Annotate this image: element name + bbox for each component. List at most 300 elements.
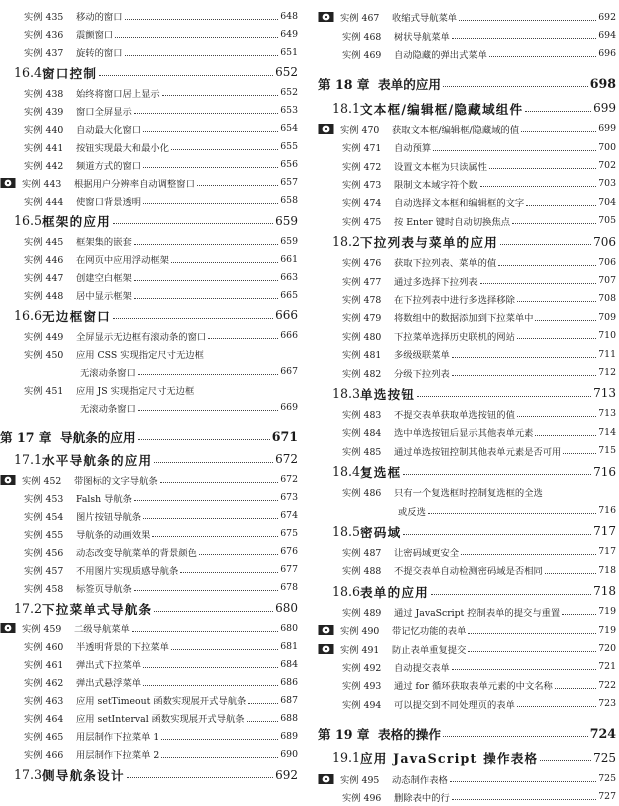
entry-title: 复选框 (360, 465, 402, 480)
dot-leader (517, 338, 596, 339)
dot-leader (545, 573, 596, 574)
toc-entry (318, 543, 616, 561)
toc-entry (0, 619, 298, 637)
dot-leader (199, 554, 278, 555)
entry-title: 表单的应用 (378, 77, 441, 93)
entry-title: 自动最大化窗口 (76, 124, 142, 136)
page-number: 671 (271, 428, 298, 444)
entry-number: 实例 489 (342, 607, 382, 619)
toc-entry (0, 637, 298, 655)
entry-number: 实例 435 (24, 12, 64, 23)
page-number: 681 (280, 640, 298, 652)
entry-title: 动态改变导航菜单的背景颜色 (76, 547, 197, 559)
toc-entry (0, 579, 298, 597)
dot-leader (113, 318, 273, 319)
page-number: 717 (593, 524, 616, 539)
dot-leader (115, 37, 278, 38)
entry-continuation (0, 399, 298, 417)
section-heading (318, 520, 616, 543)
toc-entry (0, 561, 298, 579)
entry-title: 应用 JS 实现指定尺寸无边框 (76, 385, 195, 397)
entry-title: 或反选 (398, 506, 426, 518)
dot-leader (428, 513, 596, 514)
entry-number: 实例 447 (24, 273, 64, 285)
dot-leader (535, 435, 596, 436)
entry-number: 实例 495 (340, 774, 380, 786)
dot-leader (143, 685, 278, 686)
toc-entry (0, 673, 298, 691)
entry-title: 水平导航条的应用 (42, 452, 153, 468)
dot-leader (197, 185, 278, 186)
entry-title: 居中显示框架 (76, 291, 132, 303)
page-number: 665 (280, 289, 298, 301)
entry-title: 使窗口背景透明 (76, 196, 142, 208)
dot-leader (535, 320, 596, 321)
page-number: 713 (593, 386, 616, 401)
section-heading (0, 61, 298, 84)
entry-title: 不提交表单自动检测密码域是否相同 (394, 566, 543, 578)
entry-title: 图片按钮导航条 (76, 511, 142, 523)
page-number: 680 (280, 622, 298, 634)
dot-leader (500, 244, 591, 245)
entry-continuation (318, 501, 616, 519)
page-number: 667 (280, 366, 298, 378)
page-number: 696 (598, 48, 616, 60)
page-number: 714 (598, 426, 616, 438)
cd-icon (318, 773, 334, 785)
dot-leader (143, 203, 278, 204)
page-number: 674 (280, 510, 298, 522)
entry-title: 带记忆功能的表单 (392, 626, 467, 638)
entry-title: 在网页中应用浮动框架 (76, 255, 169, 267)
page-number: 666 (275, 308, 298, 323)
dot-leader (171, 149, 278, 150)
entry-title: 旋转的窗口 (76, 48, 123, 59)
page-number: 661 (280, 253, 298, 265)
dot-leader (138, 374, 278, 375)
page-number: 692 (275, 767, 298, 782)
toc-entry (0, 507, 298, 525)
page-number: 659 (275, 213, 298, 228)
entry-continuation (0, 363, 298, 381)
entry-title: 将数组中的数据添加到下拉菜单中 (394, 313, 534, 325)
entry-number: 18.3 (332, 385, 361, 401)
page-number: 715 (598, 445, 616, 457)
entry-number: 实例 474 (342, 198, 382, 210)
entry-title: 用层制作下拉菜单 2 (76, 750, 160, 762)
entry-number: 18.4 (332, 464, 361, 479)
dot-leader (517, 416, 596, 417)
dot-leader (433, 150, 596, 151)
toc-entry (0, 232, 298, 250)
entry-title: 设置文本框为只读属性 (394, 161, 487, 173)
page-number: 653 (280, 105, 298, 117)
entry-number: 实例 488 (342, 566, 382, 578)
page-number: 663 (280, 271, 298, 283)
toc-entry (318, 120, 616, 138)
dot-leader (143, 131, 278, 132)
entry-title: 按 Enter 键时自动切换焦点 (394, 216, 511, 228)
toc-entry (0, 655, 298, 673)
page-number: 702 (598, 160, 616, 172)
section-heading (318, 382, 616, 405)
entry-number: 实例 471 (342, 143, 382, 155)
toc-entry (0, 745, 298, 763)
page-number: 657 (280, 177, 298, 189)
dot-leader (540, 760, 591, 761)
entry-title: 自动隐藏的弹出式菜单 (394, 49, 487, 61)
entry-number: 实例 482 (342, 368, 382, 380)
page-number: 709 (598, 311, 616, 323)
dot-leader (162, 95, 279, 96)
entry-number: 实例 460 (24, 642, 64, 654)
page-number: 694 (598, 30, 616, 42)
entry-title: 让密码域更安全 (394, 547, 460, 559)
toc-entry (0, 174, 298, 192)
dot-leader (113, 223, 273, 224)
toc-entry (0, 156, 298, 174)
entry-title: 二级导航菜单 (74, 624, 130, 636)
page-number: 712 (598, 367, 616, 379)
dot-leader (431, 594, 591, 595)
toc-entry (318, 138, 616, 156)
toc-entry (318, 769, 616, 787)
page-number: 721 (598, 661, 616, 673)
dot-leader (134, 280, 278, 281)
entry-number: 实例 490 (340, 626, 380, 638)
dot-leader (143, 518, 278, 519)
entry-number: 18.1 (332, 100, 361, 116)
dot-leader (99, 75, 273, 76)
page-number: 675 (280, 528, 298, 540)
entry-title: 表单的应用 (360, 584, 429, 600)
entry-number: 实例 470 (340, 124, 380, 136)
page-number: 725 (598, 773, 616, 785)
page-number: 725 (593, 750, 616, 765)
entry-title: 框架集的嵌套 (76, 237, 132, 249)
entry-number: 18.5 (332, 523, 361, 539)
entry-number: 16.6 (14, 307, 43, 323)
entry-title: 窗口全屏显示 (76, 106, 132, 118)
entry-title: 分级下拉列表 (394, 368, 450, 380)
page-number: 651 (280, 46, 298, 58)
entry-title: 不提交表单获取单选按钮的值 (394, 409, 515, 421)
entry-number: 实例 446 (24, 255, 64, 267)
toc-entry (318, 603, 616, 621)
entry-title: 通过单选按钮控制其他表单元素是否可用 (394, 446, 562, 458)
toc-entry (318, 363, 616, 381)
toc-entry (318, 483, 616, 501)
entry-number: 实例 494 (342, 699, 382, 711)
entry-number: 19.1 (332, 750, 361, 766)
dot-leader (525, 111, 591, 112)
toc-entry (0, 525, 298, 543)
dot-leader (134, 244, 278, 245)
entry-number: 实例 438 (24, 88, 64, 100)
page-number: 716 (593, 464, 616, 479)
section-heading (318, 580, 616, 603)
dot-leader (417, 396, 591, 397)
toc-entry (318, 308, 616, 326)
dot-leader (450, 781, 596, 782)
toc-entry (318, 156, 616, 174)
page-number: 716 (598, 505, 616, 517)
toc-entry (318, 8, 616, 26)
entry-title: 动态制作表格 (392, 774, 448, 786)
toc-entry (318, 561, 616, 579)
dot-leader (143, 167, 278, 168)
dot-leader (161, 757, 278, 758)
toc-entry (318, 423, 616, 441)
toc-entry (0, 543, 298, 561)
entry-number: 实例 456 (24, 547, 64, 559)
page-number: 654 (280, 123, 298, 135)
entry-number: 实例 477 (342, 276, 382, 288)
section-heading (0, 448, 298, 471)
dot-leader (171, 262, 278, 263)
toc-entry (318, 253, 616, 271)
toc-entry (318, 405, 616, 423)
entry-title: 选中单选按钮后显示其他表单元素 (394, 428, 534, 440)
entry-number: 实例 484 (342, 428, 382, 440)
entry-number: 实例 472 (342, 161, 382, 173)
toc-entry (318, 327, 616, 345)
entry-title: 不用图片实现质感导航条 (76, 565, 179, 577)
entry-number: 17.1 (14, 451, 43, 467)
page-number: 672 (275, 452, 298, 467)
entry-number: 实例 454 (24, 511, 64, 523)
entry-number: 实例 486 (342, 488, 382, 500)
dot-leader (452, 375, 596, 376)
page-number: 658 (280, 195, 298, 207)
cd-icon (318, 11, 334, 23)
page-number: 652 (280, 87, 298, 99)
page-number: 723 (598, 698, 616, 710)
entry-title: 频道方式的窗口 (76, 160, 142, 172)
entry-number: 实例 483 (342, 409, 382, 421)
entry-number: 实例 496 (342, 792, 382, 804)
entry-number: 实例 463 (24, 696, 64, 708)
toc-entry (0, 192, 298, 210)
page-number: 669 (280, 402, 298, 414)
page-number: 707 (598, 275, 616, 287)
dot-leader (154, 611, 273, 612)
page-number: 652 (275, 65, 298, 80)
page-number: 724 (589, 726, 616, 742)
entry-number: 实例 443 (22, 178, 62, 190)
dot-leader (562, 614, 596, 615)
dot-leader (452, 669, 596, 670)
dot-leader (171, 649, 278, 650)
toc-entry (0, 138, 298, 156)
entry-title: 收缩式导航菜单 (392, 13, 458, 25)
entry-title: 应用 setInterval 函数实现展开式导航条 (76, 714, 245, 726)
toc-entry (0, 727, 298, 745)
entry-title: 创建空白框架 (76, 273, 132, 285)
dot-leader (443, 736, 588, 737)
dot-leader (160, 482, 279, 483)
entry-title: 窗口控制 (42, 65, 98, 81)
entry-number: 实例 493 (342, 681, 382, 693)
entry-number: 实例 461 (24, 660, 64, 672)
entry-number: 实例 478 (342, 294, 382, 306)
dot-leader (555, 688, 596, 689)
dot-leader (468, 633, 596, 634)
toc-entry (0, 489, 298, 507)
toc-entry (0, 250, 298, 268)
dot-leader (134, 113, 278, 114)
toc-entry (0, 102, 298, 120)
entry-title: 获取文本框/编辑框/隐藏域的值 (392, 124, 520, 136)
dot-leader (143, 667, 278, 668)
cd-icon (318, 624, 334, 636)
page-number: 676 (280, 546, 298, 558)
entry-number: 实例 487 (342, 547, 382, 559)
page-number: 689 (280, 730, 298, 742)
entry-number: 实例 468 (342, 31, 382, 43)
toc-entry (318, 442, 616, 460)
page-number: 680 (275, 601, 298, 616)
entry-number: 实例 457 (24, 565, 64, 577)
entry-number: 实例 448 (24, 291, 64, 303)
entry-number: 实例 464 (24, 714, 64, 726)
dot-leader (526, 205, 596, 206)
entry-number: 18.2 (332, 234, 361, 249)
toc-entry (318, 658, 616, 676)
chapter-heading (318, 721, 616, 746)
toc-entry (0, 120, 298, 138)
toc-entry (0, 7, 298, 25)
entry-title: 获取下拉列表、菜单的值 (394, 258, 497, 270)
page-number: 718 (593, 584, 616, 599)
dot-leader (468, 651, 596, 652)
page-number: 710 (598, 330, 616, 342)
entry-title: 移动的窗口 (76, 12, 123, 23)
section-heading (0, 304, 298, 327)
toc-entry (318, 45, 616, 63)
entry-number: 第 17 章 (0, 429, 52, 445)
page-number: 655 (280, 141, 298, 153)
page-number: 722 (598, 679, 616, 691)
entry-number: 实例 449 (24, 331, 64, 343)
cd-icon (0, 622, 16, 634)
entry-title: 自动提交表单 (394, 662, 450, 674)
toc-entry (318, 175, 616, 193)
entry-number: 实例 465 (24, 732, 64, 744)
entry-number: 17.3 (14, 767, 43, 783)
chapter-heading (0, 425, 298, 448)
dot-leader (489, 56, 596, 57)
entry-number: 18.6 (332, 583, 361, 599)
page-number: 690 (280, 748, 298, 760)
entry-title: 应用 CSS 实现指定尺寸无边框 (76, 349, 204, 361)
page-number: 666 (280, 330, 298, 342)
section-heading (0, 210, 298, 233)
entry-title: 半透明背景的下拉菜单 (76, 642, 169, 654)
entry-number: 17.2 (14, 600, 43, 616)
page-number: 648 (280, 10, 298, 22)
entry-number: 16.4 (14, 64, 43, 80)
page-number: 678 (280, 582, 298, 594)
dot-leader (125, 19, 279, 20)
page-number: 692 (598, 11, 616, 23)
entry-number: 实例 455 (24, 529, 64, 541)
entry-number: 实例 452 (22, 475, 62, 487)
entry-title: 根据用户分辨率自动调整窗口 (74, 178, 195, 190)
entry-title: 下拉菜单选择历史联机的网站 (394, 331, 515, 343)
entry-number: 实例 441 (24, 142, 64, 154)
page-number: 684 (280, 658, 298, 670)
entry-title: 树状导航菜单 (394, 31, 450, 43)
entry-title: 用层制作下拉菜单 1 (76, 732, 160, 744)
section-heading (318, 460, 616, 483)
toc-entry (0, 327, 298, 345)
toc-entry (0, 345, 298, 363)
page-number: 677 (280, 564, 298, 576)
entry-number: 实例 462 (24, 678, 64, 690)
page-number: 704 (598, 196, 616, 208)
section-heading (0, 597, 298, 620)
cd-icon (318, 123, 334, 135)
entry-number: 16.5 (14, 213, 43, 229)
entry-title: 无边框窗口 (42, 308, 111, 324)
dot-leader (443, 86, 588, 87)
entry-title: Falsh 导航条 (76, 493, 132, 505)
page-number: 687 (280, 694, 298, 706)
page-number: 699 (593, 101, 616, 116)
page-number: 649 (280, 28, 298, 40)
dot-leader (134, 590, 278, 591)
dot-leader (152, 536, 278, 537)
dot-leader (403, 534, 591, 535)
page-number: 706 (598, 256, 616, 268)
toc-entry (318, 695, 616, 713)
dot-leader (161, 739, 278, 740)
cd-icon (0, 177, 16, 189)
page-number: 699 (598, 123, 616, 135)
entry-title: 带图标的文字导航条 (74, 475, 158, 487)
entry-title: 删除表中的行 (394, 792, 450, 804)
section-heading (318, 230, 616, 253)
dot-leader (459, 20, 596, 21)
toc-entry (318, 212, 616, 230)
entry-number: 实例 453 (24, 493, 64, 505)
dot-leader (480, 186, 597, 187)
entry-number: 实例 480 (342, 331, 382, 343)
page-number: 700 (598, 141, 616, 153)
entry-title: 应用 setTimeout 函数实现展开式导航条 (76, 696, 247, 708)
entry-title: 自动选择文本框和编辑框的文字 (394, 198, 525, 210)
toc-entry (0, 381, 298, 399)
dot-leader (452, 38, 596, 39)
cd-icon (0, 474, 16, 486)
dot-leader (563, 453, 596, 454)
entry-title: 通过 JavaScript 控制表单的提交与重置 (394, 607, 561, 619)
section-heading (318, 746, 616, 769)
page-number: 713 (598, 408, 616, 420)
section-heading (318, 97, 616, 120)
dot-leader (517, 301, 596, 302)
entry-number: 实例 437 (24, 48, 64, 59)
toc-entry (318, 788, 616, 806)
entry-title: 只有一个复选框时控制复选框的全选 (394, 488, 543, 500)
page-number: 673 (280, 492, 298, 504)
page-number: 703 (598, 178, 616, 190)
page-number: 705 (598, 215, 616, 227)
entry-title: 导航条的应用 (60, 429, 136, 445)
dot-leader (480, 283, 597, 284)
entry-number: 实例 476 (342, 258, 382, 270)
